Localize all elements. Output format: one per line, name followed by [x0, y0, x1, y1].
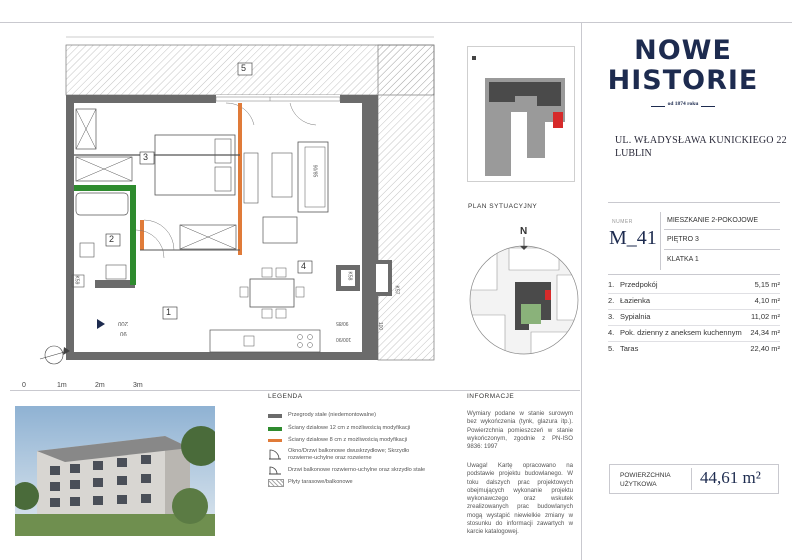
legend-item-terrace: Płyty tarasowe/balkonowe: [288, 479, 353, 485]
usable-area-label-2: UŻYTKOWA: [620, 481, 657, 488]
right-panel-divider: [581, 22, 582, 560]
information-para-2: Uwaga! Kartę opracowano na podstawie projektu budowlanego. W toku dalszych prac projektowych obejmujących wykonanie projektu wykonawczego oraz wskutek zrealizowanych prac budowlanych mogą wystąpić niewielkie zmiany w stosunku do informacji zawartych w karcie katalogowej.: [467, 462, 573, 536]
wall-8cm: [238, 103, 242, 255]
balcony-door-icon: [268, 465, 282, 475]
building-rendering: [15, 406, 215, 536]
scale-tick-3: 3m: [133, 382, 143, 389]
wall-mid: [95, 280, 135, 288]
room-name: Sypialnia: [620, 312, 651, 321]
room-name: Taras: [620, 344, 639, 353]
usable-area-divider: [691, 468, 692, 490]
chimney-label-3: K57: [393, 285, 400, 295]
address-street: UL. WŁADYSŁAWA KUNICKIEGO 22: [615, 135, 787, 146]
information-title: INFORMACJE: [467, 393, 515, 400]
unit-top-divider: [608, 202, 780, 203]
chimney-label-2: K58: [346, 271, 353, 281]
wall-12cm: [74, 185, 136, 191]
door-dimension-3: 90/85: [336, 320, 349, 326]
unit-stair: KLATKA 1: [667, 256, 699, 263]
room-name: Przedpokój: [620, 280, 658, 289]
room-row-divider: [608, 293, 780, 294]
terrace-right: [378, 45, 434, 360]
legend-item-balcony-door: Drzwi balkonowe rozwierno-uchylne oraz skrzydło stałe: [288, 467, 426, 473]
unit-row-divider-2: [664, 249, 780, 250]
legend-item-window: Okno/Drzwi balkonowe dwuskrzydłowe; Skrzydło rozwierne-uchylne oraz rozwierne: [288, 448, 410, 461]
window-door-icon: [268, 448, 282, 460]
brand-rule-left: [651, 106, 665, 107]
room-label-1: 1: [166, 307, 172, 317]
room-no: 1.: [608, 280, 615, 289]
door-dimension: 200: [118, 320, 129, 326]
unit-type: MIESZKANIE 2-POKOJOWE: [667, 217, 759, 224]
brand-rule-right: [701, 106, 715, 107]
chimney-label: K59: [73, 275, 80, 285]
floor-plan: [0, 25, 450, 370]
room-row-divider: [608, 309, 780, 310]
unit-number: M_41: [609, 227, 657, 249]
site-plan-map: [469, 220, 579, 370]
room-label-3: 3: [143, 152, 149, 162]
door-dimension-2: 90: [120, 330, 127, 336]
brand-logo-line1: NOWE: [634, 35, 732, 66]
wall-bottom: [66, 352, 378, 360]
room-no: 2.: [608, 296, 615, 305]
room-label-2: 2: [109, 234, 115, 244]
legend-swatch-8cm: [268, 439, 282, 442]
brand-tagline: od 1874 roku: [667, 101, 699, 107]
room-area: 4,10 m²: [754, 296, 780, 305]
scale-tick-2: 2m: [95, 382, 105, 389]
room-area: 11,02 m²: [750, 312, 780, 321]
room-area: 22,40 m²: [750, 344, 780, 353]
wall-right: [362, 95, 378, 360]
unit-floor: PIĘTRO 3: [667, 236, 699, 243]
bottom-section-divider: [10, 390, 580, 391]
room-no: 5.: [608, 344, 615, 353]
legend-swatch-terrace: [268, 479, 284, 487]
unit-number-label: NUMER: [612, 219, 633, 225]
top-divider: [0, 22, 792, 23]
legend-swatch-12cm: [268, 427, 282, 431]
unit-bottom-divider: [608, 274, 780, 275]
room-row-divider: [608, 341, 780, 342]
door-dimension-4: 100/90: [336, 336, 352, 342]
room-area: 24,34 m²: [750, 328, 780, 337]
building-location-map: [467, 46, 575, 182]
site-plan-title: PLAN SYTUACYJNY: [468, 203, 538, 210]
legend-item-12cm: Ściany działowe 12 cm z możliwością modyfikacji: [288, 425, 411, 431]
scale-tick-1: 1m: [57, 382, 67, 389]
room-label-5: 5: [241, 63, 247, 73]
legend-item-8cm: Ściany działowe 8 cm z możliwością modyfikacji: [288, 437, 408, 443]
information-para-1: Wymiary podane w stanie surowym bez wykończenia (tynk, glazura itp.). Powierzchnia pomieszczeń w stanie wykończonym, zgodnie z PN-ISO 9836: 1997: [467, 410, 573, 451]
unit-vertical-divider: [660, 212, 661, 270]
scale-tick-0: 0: [22, 382, 26, 389]
window-dimension: 90/85: [311, 164, 318, 178]
room-no: 3.: [608, 312, 615, 321]
room-name: Łazienka: [620, 296, 651, 305]
north-label: N: [520, 226, 528, 237]
room-no: 4.: [608, 328, 615, 337]
legend-swatch-structural: [268, 414, 282, 418]
room-name: Pok. dzienny z aneksem kuchennym: [620, 328, 742, 337]
legend-item-structural: Przegrody stałe (niedemontowalne): [288, 412, 376, 418]
room-area: 5,15 m²: [754, 280, 780, 289]
wall-left: [66, 95, 74, 360]
wall-top-left: [66, 95, 216, 103]
usable-area-label-1: POWIERZCHNIA: [620, 472, 671, 479]
door-dimension-5: 100: [377, 321, 384, 331]
address-city: LUBLIN: [615, 148, 652, 159]
usable-area-value: 44,61 m²: [700, 468, 761, 487]
brand-logo-line2: HISTORIE: [607, 65, 759, 96]
room-label-4: 4: [301, 261, 307, 271]
unit-row-divider-1: [664, 229, 780, 230]
room-row-divider: [608, 325, 780, 326]
legend-title: LEGENDA: [268, 393, 303, 400]
